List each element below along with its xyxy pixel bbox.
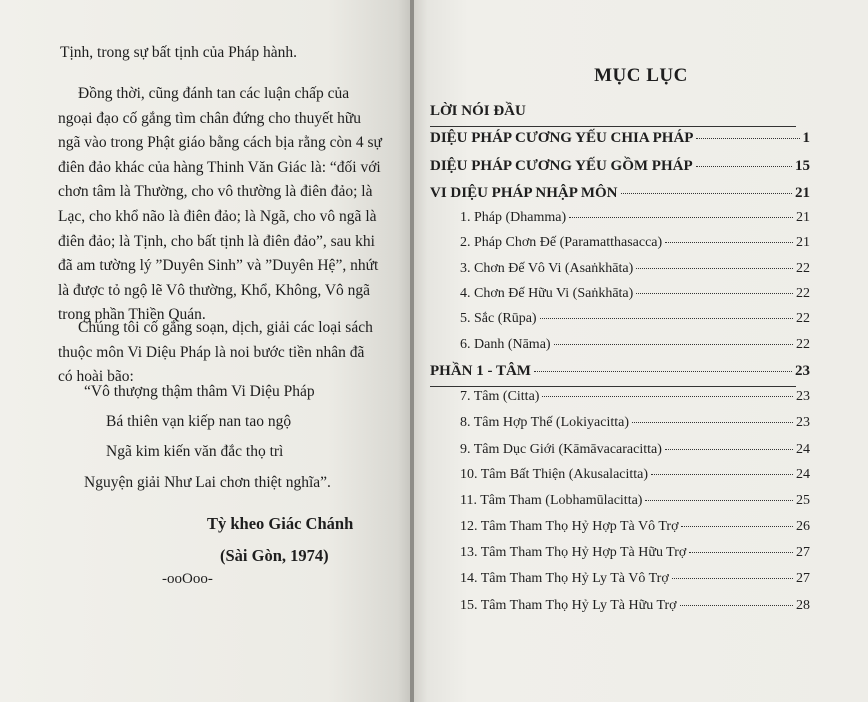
- toc-page-number: 25: [796, 493, 810, 508]
- text-line: Tịnh, trong sự bất tịnh của Pháp hành.: [60, 44, 297, 61]
- toc-leader-dots: [696, 166, 792, 167]
- toc-entry: [460, 311, 810, 327]
- toc-entry: [460, 571, 810, 587]
- toc-leader-dots: [554, 344, 793, 345]
- end-mark: -ooOoo-: [162, 571, 213, 587]
- toc-entry-title: LỜI NÓI ĐẦU: [430, 103, 526, 119]
- toc-entry: [430, 185, 810, 202]
- toc-entry: [460, 210, 810, 226]
- toc-entry: [460, 467, 810, 483]
- toc-page-number: 22: [796, 286, 810, 301]
- toc-entry: [460, 545, 810, 561]
- toc-entry-title: 3. Chơn Đế Vô Vi (Asaṅkhāta): [460, 261, 634, 276]
- toc-page-number: 23: [796, 415, 810, 430]
- toc-entry: [460, 519, 810, 535]
- toc-page-number: 22: [796, 337, 810, 352]
- toc-leader-dots: [534, 371, 792, 372]
- toc-entry-title: DIỆU PHÁP CƯƠNG YẾU GỒM PHÁP: [430, 158, 693, 174]
- text-line: đã am tường lý ”Duyên Sinh” và ”Duyên Hệ”, nhứt: [58, 257, 379, 275]
- toc-entry-title: 8. Tâm Hợp Thế (Lokiyacitta): [460, 415, 630, 430]
- toc-page-number: 23: [795, 363, 810, 379]
- toc-entry-title: PHẦN 1 - TÂM: [430, 363, 531, 379]
- text-line: chơn tâm là Thường, cho vô thường là điên đảo; là: [58, 183, 373, 201]
- toc-page-number: 21: [796, 235, 810, 250]
- toc-page-number: 26: [796, 519, 810, 534]
- toc-leader-dots: [696, 138, 799, 139]
- left-page: [0, 0, 410, 702]
- toc-entry: [460, 261, 810, 277]
- section-rule: [430, 126, 796, 127]
- toc-entry-title: 4. Chơn Đế Hữu Vi (Saṅkhāta): [460, 286, 634, 301]
- toc-entry-title: 7. Tâm (Citta): [460, 389, 540, 404]
- toc-page-number: 27: [796, 571, 810, 586]
- toc-entry-title: 14. Tâm Tham Thọ Hỷ Ly Tà Vô Trợ: [460, 571, 669, 586]
- poem-line: Bá thiên vạn kiếp nan tao ngộ: [106, 413, 292, 430]
- toc-entry: [460, 493, 810, 509]
- toc-entry-title: DIỆU PHÁP CƯƠNG YẾU CHIA PHÁP: [430, 130, 694, 146]
- toc-page-number: 27: [796, 545, 810, 560]
- toc-entry-title: 10. Tâm Bất Thiện (Akusalacitta): [460, 467, 649, 482]
- toc-leader-dots: [672, 578, 793, 579]
- toc-leader-dots: [681, 526, 793, 527]
- toc-entry: [430, 130, 810, 147]
- toc-page-number: 23: [796, 389, 810, 404]
- paragraph-3: [58, 316, 373, 390]
- text-line: điên đảo; là Tịnh, cho bất tịnh là điên đảo”, sau khi: [58, 232, 375, 250]
- toc-entry-title: 2. Pháp Chơn Đế (Paramatthasacca): [460, 235, 663, 250]
- toc-page-number: 28: [796, 598, 810, 613]
- text-line: Đồng thời, cũng đánh tan các luận chấp của: [78, 85, 350, 102]
- toc-entry-title: 15. Tâm Tham Thọ Hỷ Ly Tà Hữu Trợ: [460, 598, 677, 613]
- text-line: ngã vào trong Phật giáo bằng cách bịa rằng còn 4 sự: [58, 134, 382, 152]
- toc-entry: [430, 363, 810, 380]
- poem-line: “Vô thượng thậm thâm Vi Diệu Pháp: [84, 383, 315, 400]
- signature-name: Tỳ kheo Giác Chánh: [207, 514, 354, 533]
- toc-page-number: 22: [796, 311, 810, 326]
- toc-entry-title: VI DIỆU PHÁP NHẬP MÔN: [430, 185, 618, 201]
- toc-entry-title: 5. Sắc (Rūpa): [460, 311, 537, 326]
- toc-entry-title: 11. Tâm Tham (Lobhamūlacitta): [460, 493, 643, 508]
- toc-title: MỤC LỤC: [594, 65, 688, 86]
- toc-entry: [460, 337, 810, 353]
- paragraph-1: [58, 41, 297, 66]
- toc-entry: [460, 235, 810, 251]
- text-line: trong phần Thiền Quán.: [58, 306, 206, 324]
- toc-entry: [430, 158, 810, 175]
- text-line: ngoại đạo cố gắng tìm chân đứng cho thuyết hữu: [58, 109, 362, 127]
- toc-page-number: 15: [795, 158, 810, 174]
- right-page: [414, 0, 868, 702]
- toc-entry-title: 13. Tâm Tham Thọ Hỷ Hợp Tà Hữu Trợ: [460, 545, 687, 560]
- paragraph-2: [58, 82, 382, 328]
- toc-entry: [460, 442, 810, 458]
- poem-line: Nguyện giải Như Lai chơn thiệt nghĩa”.: [84, 474, 331, 491]
- text-line: Chúng tôi cố gắng soạn, dịch, giải các loại sách: [78, 319, 373, 336]
- text-line: thuộc môn Vi Diệu Pháp là noi bước tiền nhân đã: [58, 343, 365, 361]
- toc-leader-dots: [665, 449, 793, 450]
- toc-leader-dots: [569, 217, 793, 218]
- toc-entry: [460, 598, 810, 614]
- toc-leader-dots: [680, 605, 793, 606]
- toc-entry-title: 9. Tâm Dục Giới (Kāmāvacaracitta): [460, 442, 662, 457]
- toc-leader-dots: [665, 242, 793, 243]
- toc-page-number: 21: [796, 210, 810, 225]
- text-line: là được tỏ ngộ lẽ Vô thường, Khổ, Không, Vô ngã: [58, 281, 371, 299]
- toc-page-number: 21: [795, 185, 810, 201]
- toc-page-number: 22: [796, 261, 810, 276]
- toc-entry: [460, 389, 810, 405]
- toc-entry-title: 1. Pháp (Dhamma): [460, 210, 567, 225]
- text-line: Lạc, cho khổ não là điên đảo; là Ngã, cho vô ngã là: [58, 207, 377, 225]
- toc-leader-dots: [632, 422, 793, 423]
- toc-leader-dots: [621, 193, 793, 194]
- toc-leader-dots: [636, 293, 793, 294]
- text-line: có hoài bão:: [58, 368, 134, 386]
- table-of-contents: [414, 0, 868, 702]
- toc-entry-title: 12. Tâm Tham Thọ Hỷ Hợp Tà Vô Trợ: [460, 519, 679, 534]
- toc-leader-dots: [540, 318, 793, 319]
- signature-place-year: (Sài Gòn, 1974): [220, 546, 329, 565]
- toc-page-number: 24: [796, 467, 810, 482]
- toc-entry: [430, 103, 810, 120]
- toc-page-number: 1: [802, 130, 810, 146]
- toc-leader-dots: [689, 552, 793, 553]
- toc-leader-dots: [645, 500, 793, 501]
- text-line: điên đảo khác của hàng Thinh Văn Giác là: “đối với: [58, 158, 381, 176]
- poem-line: Ngã kim kiến văn đắc thọ trì: [106, 443, 284, 460]
- toc-leader-dots: [542, 396, 793, 397]
- toc-entry: [460, 286, 810, 302]
- toc-page-number: 24: [796, 442, 810, 457]
- toc-leader-dots: [651, 474, 793, 475]
- toc-entry: [460, 415, 810, 431]
- section-rule: [430, 386, 796, 387]
- toc-entry-title: 6. Danh (Nāma): [460, 337, 551, 352]
- toc-leader-dots: [636, 268, 793, 269]
